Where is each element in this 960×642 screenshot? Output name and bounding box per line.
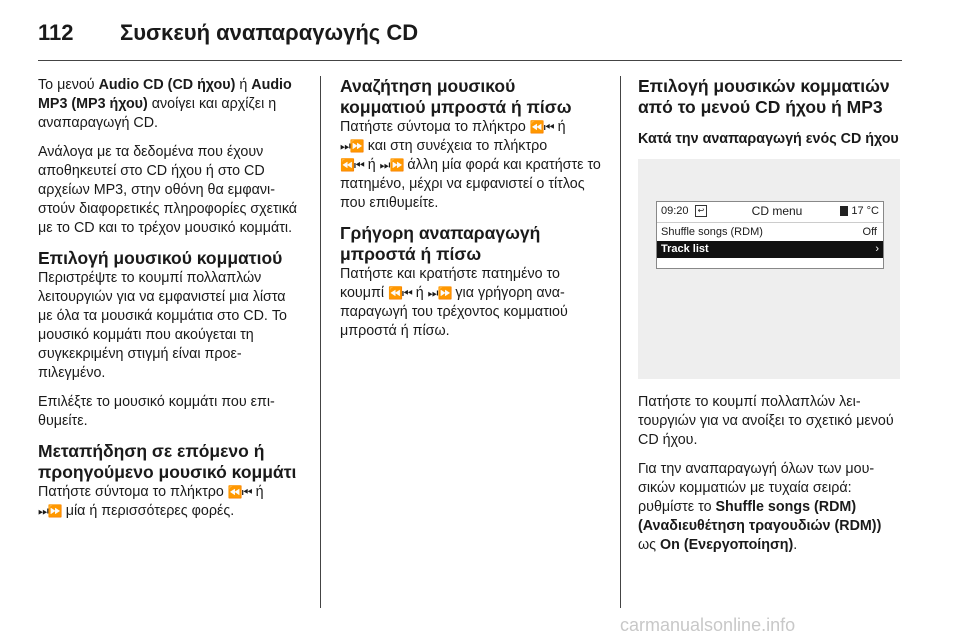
paragraph: Επιλέξτε το μουσικό κομμάτι που επιθυμείτε. (38, 394, 275, 429)
section-heading: Αναζήτηση μουσικού κομματιού μπροστά ή πίσω (340, 76, 572, 117)
text: ή (553, 119, 566, 135)
menu-item-label: Shuffle songs (RDM) (661, 226, 763, 238)
text: . (793, 537, 798, 553)
text: Πατήστε σύντομα το πλήκτρο (38, 484, 228, 500)
menu-audio-mp3: Audio MP3 (MP3 ήχου) (38, 77, 292, 112)
column-divider-1 (320, 76, 321, 608)
section-heading: Επιλογή μουσικού κομματιού (38, 248, 283, 268)
text: και στη συνέχεια το πλήκτρο (363, 138, 548, 154)
setting-shuffle: Shuffle songs (RDM) (Αναδιευθέτηση τραγουδιών (RDM)) (638, 499, 882, 534)
page-header (38, 10, 900, 50)
section-heading: Γρήγορη αναπαραγωγή μπροστά ή πίσω (340, 223, 541, 264)
page-number: 112 (38, 20, 74, 45)
header-rule (38, 60, 902, 61)
paragraph (340, 118, 604, 213)
next-button-icon: ⏭⏩ (340, 139, 364, 153)
text: ως (638, 537, 661, 553)
temperature-value: 17 °C (851, 205, 879, 217)
menu-item-value: Off (862, 226, 877, 238)
setting-on: On (Ενεργοποίηση) (660, 537, 794, 553)
next-button-icon: ⏭⏩ (379, 158, 404, 172)
text: μία ή περισσότερες φορές. (61, 503, 235, 519)
screen-title: CD menu (751, 204, 803, 218)
screen-status-bar (657, 202, 883, 220)
text: ή (235, 77, 248, 93)
prev-button-icon: ⏪⏮ (227, 485, 252, 499)
cd-menu-screenshot (638, 159, 900, 379)
menu-item-shuffle[interactable] (657, 222, 883, 241)
back-icon: ↩ (695, 205, 707, 217)
screen-temperature (840, 203, 879, 219)
paragraph: Περιστρέψτε το κουμπί πολλαπλών λειτουργιών για να εμφανιστεί μια λίστα με όλα τα μουσικά κομμάτια στο CD. Το μουσικό κομμάτι που ακούγεται τη συγκεκριμένη στιγμή είναι προεπιλεγμένο. (38, 270, 287, 381)
chapter-title: Συσκευή αναπαραγωγής CD (120, 20, 419, 45)
next-button-icon: ⏭⏩ (38, 504, 62, 518)
text: Πατήστε σύντομα το πλήκτρο (340, 119, 530, 135)
paragraph (340, 265, 604, 341)
section-heading: Επιλογή μουσικών κομματιών από το μενού CD ήχου ή MP3 (638, 76, 890, 117)
column-1 (38, 76, 304, 531)
phone-icon (840, 206, 848, 216)
menu-item-label: Track list (661, 243, 709, 255)
section-heading: Μεταπήδηση σε επόμενο ή προηγούμενο μουσικό κομμάτι (38, 441, 297, 482)
paragraph: Πατήστε το κουμπί πολλαπλών λειτουργιών για να ανοίξει το σχετικό μενού CD ήχου. (638, 394, 894, 448)
paragraph (638, 460, 902, 555)
column-divider-2 (620, 76, 621, 608)
column-2 (340, 76, 604, 351)
text: άλλη μία φορά και κρατήστε το πατημένο, μέχρι να εμφανιστεί ο τίτλος που επιθυμείτε. (340, 157, 601, 211)
menu-item-track-list[interactable] (657, 241, 883, 258)
subsection-heading: Κατά την αναπαραγωγή ενός CD ήχου (638, 131, 899, 147)
text: για γρήγορη αναπαραγωγή του τρέχοντος κομματιού μπροστά ή πίσω. (340, 285, 568, 339)
text: ή (363, 157, 380, 173)
watermark: carmanualsonline.info (620, 615, 796, 635)
text: ή (411, 285, 428, 301)
paragraph: Ανάλογα με τα δεδομένα που έχουν αποθηκευτεί στο CD ήχου ή στο CD αρχείων MP3, στην οθόνη θα εμφανιστούν διαφορετικές πληροφορίες σχετικά με το CD και το τρέχον μουσικό κομμάτι. (38, 144, 298, 236)
text: Το μενού (38, 77, 99, 93)
display-screen (656, 201, 884, 269)
next-button-icon: ⏭⏩ (427, 286, 452, 300)
text: ανοίγει και αρχίζει η αναπαραγωγή CD. (38, 96, 277, 131)
text: Για την αναπαραγωγή όλων των μουσικών κομματιών με τυχαία σειρά: ρυθμίστε το (638, 461, 875, 515)
prev-button-icon: ⏪⏮ (529, 120, 554, 134)
chevron-right-icon: › (875, 243, 879, 255)
intro-paragraph (38, 76, 304, 133)
prev-button-icon: ⏪⏮ (388, 286, 412, 300)
prev-button-icon: ⏪⏮ (340, 158, 364, 172)
menu-audio-cd: Audio CD (CD ήχου) (98, 77, 236, 93)
column-3 (638, 76, 902, 565)
text: Πατήστε και κρατήστε πατημένο το κουμπί (340, 266, 560, 301)
screen-clock: 09:20 (661, 205, 689, 217)
paragraph (38, 483, 304, 521)
text: ή (251, 484, 264, 500)
